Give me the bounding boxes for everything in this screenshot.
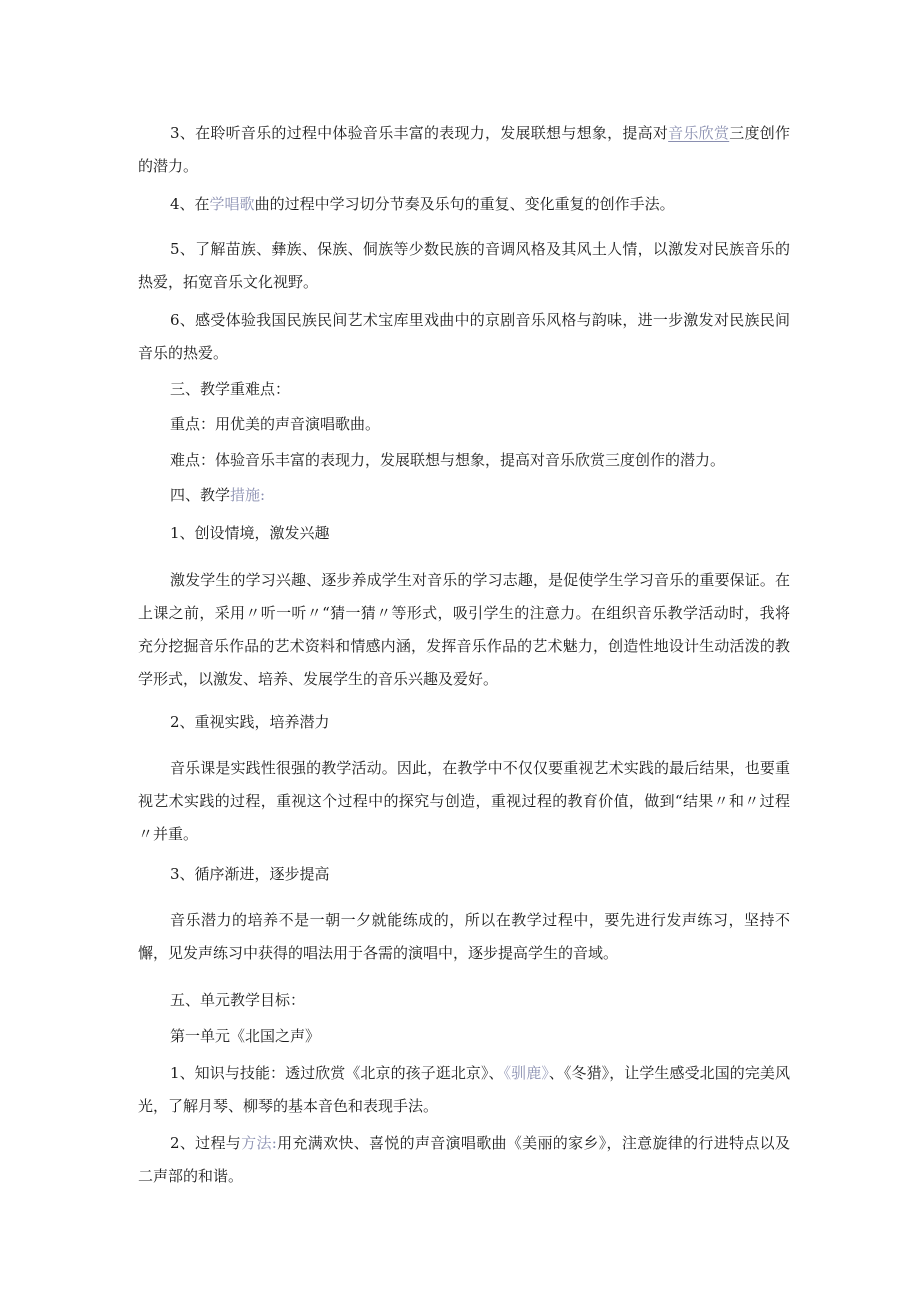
measure-1-body: 激发学生的学习兴趣、逐步养成学生对音乐的学习志趣，是促使学生学习音乐的重要保证。在上课之前，采用〃听一听〃“猜一猜〃等形式，吸引学生的注意力。在组织音乐教学活动时，我将充分挖掘音乐作品的艺术资料和情感内涵，发挥音乐作品的艺术魅力，创造性地设计生动活泼的教学形式，以激发、培养、发展学生的音乐兴趣及爱好。 bbox=[138, 571, 790, 688]
section-heading-5: 五、单元教学目标： bbox=[170, 991, 306, 1009]
unit-1-goal-2-text-end: 用充满欢快、喜悦的声音演唱歌曲《美丽的家乡》，注意旋律的行进特点以及二声部的和谐。 bbox=[138, 1134, 790, 1185]
link-measures[interactable]: 措施: bbox=[230, 486, 266, 504]
objective-4-text-end: 曲的过程中学习切分节奏及乐句的重复、变化重复的创作手法。 bbox=[254, 195, 675, 213]
link-singing[interactable]: 学唱歌 bbox=[209, 195, 255, 213]
difficult-point: 难点：体验音乐丰富的表现力，发展联想与想象，提高对音乐欣赏三度创作的潜力。 bbox=[170, 451, 726, 469]
unit-1-goal-2 bbox=[138, 1127, 790, 1193]
measure-2-title: 2、重视实践，培养潜力 bbox=[170, 713, 330, 731]
objective-3-text-end: 三度创作的潜力。 bbox=[138, 124, 790, 175]
link-reindeer[interactable]: 《驯鹿》 bbox=[503, 1064, 549, 1082]
key-point: 重点：用优美的声音演唱歌曲。 bbox=[170, 415, 381, 433]
section-heading-3: 三、教学重难点： bbox=[170, 380, 291, 398]
measure-3-body: 音乐潜力的培养不是一朝一夕就能练成的，所以在教学过程中，要先进行发声练习，坚持不懈，见发声练习中获得的唱法用于各需的演唱中，逐步提高学生的音域。 bbox=[138, 911, 790, 962]
unit-1-goal-1 bbox=[138, 1057, 790, 1123]
objective-5: 5、了解苗族、彝族、保族、侗族等少数民族的音调风格及其风土人情，以激发对民族音乐的热爱，拓宽音乐文化视野。 bbox=[138, 240, 790, 291]
section-heading-4-text: 四、教学 bbox=[170, 486, 231, 504]
objective-6: 6、感受体验我国民族民间艺术宝库里戏曲中的京剧音乐风格与韵味，进一步激发对民族民间音乐的热爱。 bbox=[138, 311, 790, 362]
unit-1-goal-1-text-end: 、《冬猎》，让学生感受北国的完美风光，了解月琴、柳琴的基本音色和表现手法。 bbox=[138, 1064, 790, 1115]
measure-3-title: 3、循序渐进，逐步提高 bbox=[170, 865, 330, 883]
measure-1-title: 1、创设情境，激发兴趣 bbox=[170, 524, 330, 542]
unit-1-title: 第一单元《北国之声》 bbox=[170, 1027, 321, 1045]
objective-4 bbox=[138, 188, 790, 221]
measure-2-body: 音乐课是实践性很强的教学活动。因此，在教学中不仅仅要重视艺术实践的最后结果，也要重视艺术实践的过程，重视这个过程中的探究与创造，重视过程的教育价值，做到“结果〃和〃过程〃并重。 bbox=[138, 759, 790, 843]
unit-1-goal-2-text: 2、过程与 bbox=[170, 1134, 242, 1152]
section-heading-4 bbox=[170, 479, 790, 512]
objective-3 bbox=[138, 117, 790, 183]
link-music-appreciation[interactable]: 音乐欣赏 bbox=[668, 124, 730, 142]
link-methods[interactable]: 方法: bbox=[241, 1134, 277, 1152]
objective-3-text: 3、在聆听音乐的过程中体验音乐丰富的表现力，发展联想与想象，提高对 bbox=[170, 124, 669, 142]
unit-1-goal-1-text: 1、知识与技能：透过欣赏《北京的孩子逛北京》、 bbox=[170, 1064, 504, 1082]
objective-4-text: 4、在 bbox=[170, 195, 210, 213]
